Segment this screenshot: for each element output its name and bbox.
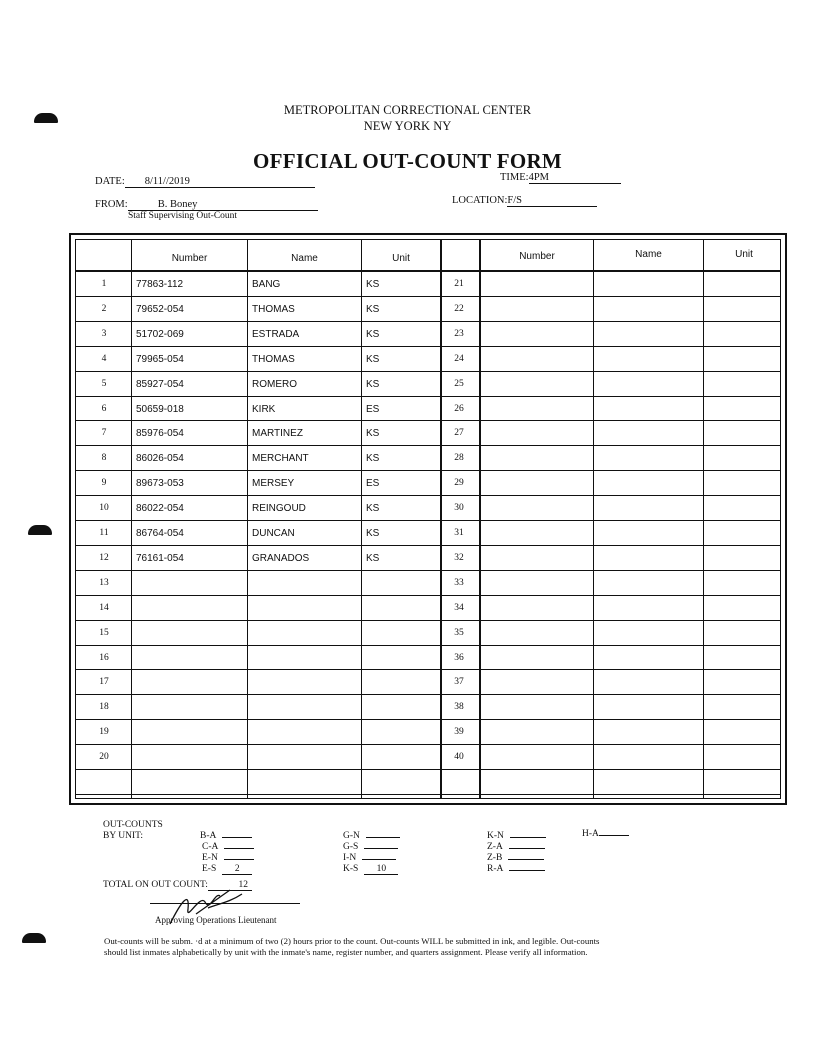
register-number: 77863-112 (136, 279, 184, 290)
row-line (76, 520, 780, 521)
inmate-name: MARTINEZ (252, 428, 303, 440)
col-divider (361, 240, 362, 798)
unit-value (509, 870, 545, 871)
row-line (76, 744, 780, 745)
row-number: 40 (454, 752, 464, 763)
row-number: 13 (99, 577, 109, 588)
table-frame (75, 239, 781, 799)
unit-count-e-s (202, 864, 252, 875)
col-header-unit-right: Unit (735, 249, 753, 260)
row-number: 27 (454, 428, 464, 439)
row-number: 39 (454, 727, 464, 738)
note-line-2: should list inmates alphabetically by unit with the inmate's name, register number, and quarters assignment. Please verify all information. (104, 947, 588, 957)
unit-code: KS (366, 328, 380, 340)
unit-label: I-N (343, 853, 357, 863)
row-number: 2 (101, 303, 107, 314)
unit-label: Z-A (487, 842, 503, 852)
row-number: 7 (101, 428, 107, 439)
unit-code: KS (366, 353, 380, 365)
row-line (76, 396, 780, 397)
row-number: 8 (101, 453, 107, 464)
row-number: 22 (454, 303, 464, 314)
row-line (76, 794, 780, 795)
row-line (76, 420, 780, 421)
by-unit-label: BY UNIT: (103, 831, 144, 841)
from-field (95, 199, 318, 211)
unit-label: R-A (487, 864, 504, 874)
row-number: 34 (454, 602, 464, 613)
inmate-name: REINGOUD (252, 503, 306, 515)
total-label: TOTAL ON OUT COUNT: (103, 880, 208, 890)
outcount-table (69, 233, 787, 805)
unit-count-g-n (343, 831, 400, 841)
unit-value (509, 848, 545, 849)
row-line (76, 769, 780, 770)
col-divider (479, 240, 481, 798)
row-number: 5 (101, 378, 107, 389)
inmate-name: BANG (252, 279, 281, 290)
row-number: 33 (454, 577, 464, 588)
row-number: 1 (101, 279, 107, 289)
row-line (76, 495, 780, 496)
unit-code: KS (366, 303, 380, 315)
location-value: F/S (507, 195, 597, 207)
row-number: 29 (454, 478, 464, 489)
row-number: 16 (99, 652, 109, 663)
from-caption: Staff Supervising Out-Count (128, 211, 238, 221)
unit-value: 2 (222, 864, 252, 875)
col-divider (593, 240, 594, 798)
unit-code: KS (366, 453, 380, 465)
punch-mark (22, 933, 46, 943)
unit-value (510, 837, 546, 838)
row-line (76, 470, 780, 471)
unit-label: C-A (202, 842, 219, 852)
row-line (76, 445, 780, 446)
row-number: 19 (99, 727, 109, 738)
inmate-name: KIRK (252, 403, 276, 415)
punch-mark (28, 525, 52, 535)
unit-code: ES (366, 403, 380, 415)
unit-value (364, 848, 398, 849)
date-field (95, 176, 315, 188)
row-number: 4 (101, 353, 107, 364)
col-header-unit-left: Unit (392, 253, 410, 264)
row-line (76, 669, 780, 670)
unit-ha-label: H-A (582, 829, 599, 839)
unit-value (508, 859, 544, 860)
row-line (76, 321, 780, 322)
row-number: 38 (454, 702, 464, 713)
row-line (76, 346, 780, 347)
unit-label: K-N (487, 831, 504, 841)
unit-label: Z-B (487, 853, 503, 863)
inmate-name: GRANADOS (252, 552, 310, 564)
header-divider (76, 270, 780, 272)
unit-label: E-N (202, 853, 218, 863)
note-line-1: Out-counts will be subm. ·d at a minimum of two (2) hours prior to the count. Out-counts WILL be submitted in ink, and legible. Out-counts (104, 936, 600, 946)
unit-code: KS (366, 428, 380, 440)
institution-name: METROPOLITAN CORRECTIONAL CENTER (283, 103, 532, 117)
register-number: 76161-054 (136, 552, 184, 564)
row-number: 25 (454, 378, 464, 389)
unit-value (222, 837, 252, 838)
inmate-name: THOMAS (252, 353, 295, 365)
total-value: 12 (208, 880, 252, 891)
location-field (452, 195, 597, 207)
row-number: 23 (454, 328, 464, 339)
row-number: 26 (454, 403, 464, 414)
unit-label: K-S (343, 864, 359, 874)
col-divider (131, 240, 132, 798)
row-line (76, 296, 780, 297)
register-number: 85976-054 (136, 428, 184, 440)
row-number: 12 (99, 552, 109, 563)
unit-code: ES (366, 478, 380, 490)
row-number: 14 (99, 602, 109, 613)
row-number: 17 (99, 677, 109, 688)
row-number: 11 (99, 528, 109, 538)
row-number: 24 (454, 353, 464, 364)
unit-count-k-s (343, 864, 398, 875)
date-value: 8/11//2019 (125, 176, 315, 188)
col-divider (440, 240, 442, 798)
location-label: LOCATION: (452, 195, 508, 206)
inmate-name: ESTRADA (252, 328, 300, 340)
unit-code: KS (366, 552, 380, 564)
col-header-name-right: Name (635, 249, 662, 260)
row-number: 15 (99, 627, 109, 638)
approving-label: Approving Operations Lieutenant (155, 915, 277, 925)
inmate-name: MERCHANT (252, 453, 309, 465)
signature-line (150, 903, 300, 904)
row-number: 3 (101, 328, 107, 339)
register-number: 85927-054 (136, 378, 184, 390)
inmate-name: ROMERO (252, 378, 297, 390)
register-number: 86026-054 (136, 453, 184, 465)
unit-label: B-A (200, 831, 217, 841)
register-number: 86022-054 (136, 503, 184, 515)
from-label: FROM: (95, 199, 128, 210)
unit-label: G-S (343, 842, 359, 852)
unit-label: E-S (202, 864, 217, 874)
unit-value (366, 837, 400, 838)
unit-count-i-n (343, 853, 396, 863)
time-field (500, 172, 621, 184)
row-number: 21 (454, 279, 464, 289)
col-header-number-left: Number (171, 253, 208, 264)
row-line (76, 570, 780, 571)
register-number: 79965-054 (136, 353, 184, 365)
row-number: 20 (99, 752, 109, 763)
unit-value (362, 859, 396, 860)
row-number: 35 (454, 627, 464, 638)
register-number: 51702-069 (136, 328, 184, 340)
unit-ha (582, 829, 629, 839)
from-value: B. Boney (128, 199, 318, 211)
row-line (76, 694, 780, 695)
row-number: 36 (454, 652, 464, 663)
unit-label: G-N (343, 831, 360, 841)
unit-count-z-a (487, 842, 545, 852)
unit-count-b-a (200, 831, 252, 841)
unit-count-k-n (487, 831, 546, 841)
unit-count-c-a (202, 842, 254, 852)
register-number: 50659-018 (136, 403, 184, 415)
unit-code: KS (366, 378, 380, 390)
outcounts-label: OUT-COUNTS (103, 820, 163, 830)
unit-value: 10 (364, 864, 398, 875)
row-number: 31 (454, 528, 464, 538)
col-divider (247, 240, 248, 798)
unit-count-e-n (202, 853, 254, 863)
row-line (76, 620, 780, 621)
unit-count-g-s (343, 842, 398, 852)
col-header-number-right: Number (519, 251, 555, 262)
row-number: 32 (454, 552, 464, 563)
unit-value (224, 848, 254, 849)
unit-value (224, 859, 254, 860)
row-number: 10 (99, 503, 109, 514)
time-label: TIME: (500, 172, 529, 183)
unit-count-r-a (487, 864, 545, 874)
row-line (76, 719, 780, 720)
row-line (76, 595, 780, 596)
register-number: 89673-053 (136, 478, 184, 490)
form-title: OFFICIAL OUT-COUNT FORM (252, 149, 563, 173)
inmate-name: THOMAS (252, 303, 295, 315)
row-line (76, 645, 780, 646)
unit-code: KS (366, 528, 380, 539)
row-number: 6 (101, 403, 107, 414)
unit-code: KS (366, 503, 380, 515)
row-line (76, 371, 780, 372)
row-number: 18 (99, 702, 109, 713)
institution-city: NEW YORK NY (363, 119, 452, 133)
unit-count-z-b (487, 853, 544, 863)
row-line (76, 545, 780, 546)
col-divider (703, 240, 704, 798)
inmate-name: DUNCAN (252, 528, 295, 539)
col-header-name-left: Name (291, 253, 318, 264)
row-number: 28 (454, 453, 464, 464)
register-number: 79652-054 (136, 303, 184, 315)
row-number: 9 (101, 478, 107, 489)
row-number: 30 (454, 503, 464, 514)
unit-code: KS (366, 279, 380, 290)
register-number: 86764-054 (136, 528, 184, 539)
row-number: 37 (454, 677, 464, 688)
inmate-name: MERSEY (252, 478, 295, 490)
date-label: DATE: (95, 176, 125, 187)
time-value: 4PM (529, 172, 621, 184)
